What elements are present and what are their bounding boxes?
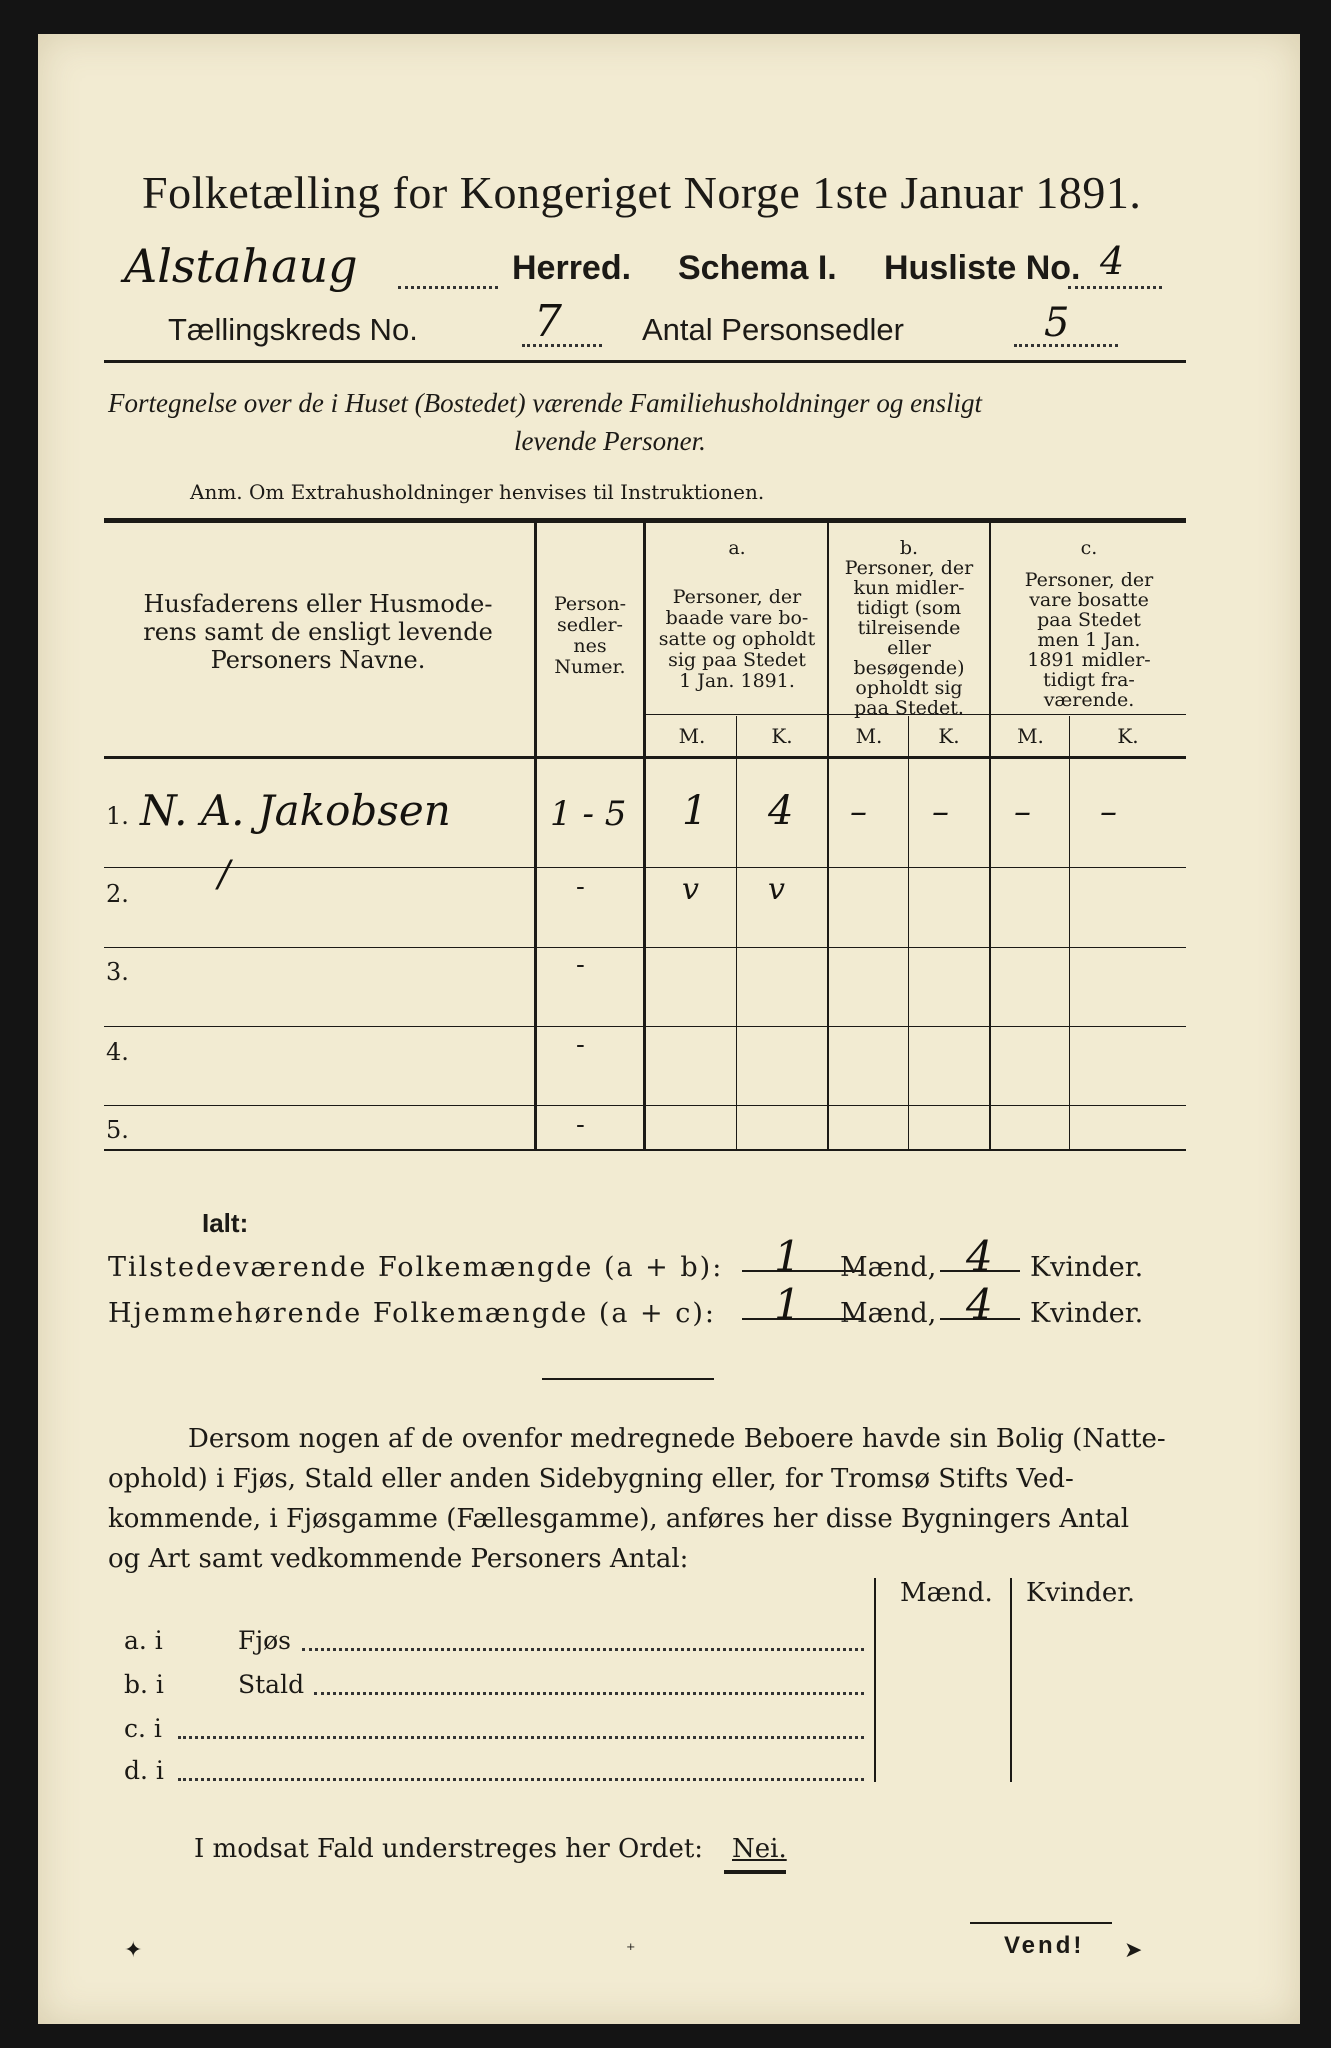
col-c-line: Personer, der [1024, 569, 1154, 591]
col-header-a [648, 538, 826, 692]
name-stroke: / [218, 854, 231, 895]
anm-note: Anm. Om Extrahusholdninger henvises til Instruktionen. [190, 480, 765, 504]
kreds-value: 7 [534, 296, 562, 347]
col-b-m: M. [855, 724, 883, 748]
buildings-divider-1 [874, 1578, 876, 1782]
row-a-m: v [682, 872, 699, 907]
herred-value: Alstahaug [124, 239, 358, 293]
section-divider [542, 1378, 714, 1380]
c-row-dots [178, 1736, 864, 1739]
schema-label: Schema I. [678, 249, 837, 287]
row-sedler: 1 - 5 [550, 794, 627, 834]
stald-row-dots [314, 1692, 864, 1695]
col-c-m: M. [1017, 724, 1044, 748]
col-num-line: nes [573, 635, 607, 657]
col-divider-4 [989, 523, 991, 1149]
row-a-k: v [768, 872, 785, 907]
buildings-para-1: Dersom nogen af de ovenfor medregnede Beboere havde sin Bolig (Natte- [188, 1424, 1166, 1454]
hjemme-label: Hjemmehørende Folkemængde (a + c): [108, 1298, 716, 1329]
buildings-divider-2 [1010, 1578, 1012, 1782]
col-names-line: Personers Navne. [210, 646, 426, 674]
col-b-line: paa Stedet. [854, 697, 964, 719]
col-names-line: rens samt de ensligt levende [143, 618, 493, 646]
d-row-letter: d. i [124, 1756, 164, 1785]
col-divider-1 [534, 523, 537, 1149]
d-row-dots [178, 1778, 864, 1781]
header-rule [104, 360, 1186, 363]
table-bottom-rule [104, 1149, 1186, 1151]
row-number: 2. [106, 880, 129, 908]
vend-rule [970, 1922, 1112, 1924]
row-number: 5. [106, 1116, 129, 1144]
row-c-k: – [1100, 792, 1117, 832]
fjos-row-dots [302, 1648, 864, 1651]
row-a-m: 1 [682, 788, 708, 834]
col-a-line: baade vare bo- [665, 607, 809, 629]
row-sedler: - [576, 1110, 585, 1140]
row-b-k: – [932, 792, 949, 832]
buildings-para-3: kommende, i Fjøsgamme (Fællesgamme), anføres her disse Bygningers Antal [108, 1504, 1130, 1534]
hjemme-m-value: 1 [774, 1280, 801, 1329]
stald-row-letter: b. i [124, 1670, 164, 1699]
census-form-sheet [38, 34, 1300, 2024]
c-row-letter: c. i [124, 1714, 162, 1743]
tilstede-maend: Mænd, [840, 1252, 937, 1283]
husliste-value: 4 [1100, 239, 1125, 283]
vend-label: Vend! [1004, 1932, 1085, 1959]
col-b-line: eller [887, 637, 931, 659]
personsedler-value: 5 [1044, 300, 1070, 346]
husliste-label: Husliste No. [884, 249, 1081, 287]
col-divider-c-mk [1069, 716, 1070, 1149]
col-header-b [830, 538, 988, 718]
tilstede-label: Tilstedeværende Folkemængde (a + b): [108, 1252, 724, 1283]
table-row-name: N. A. Jakobsen [140, 786, 451, 835]
row-rule-2 [104, 947, 1186, 948]
col-c-line: paa Stedet [1037, 609, 1141, 631]
col-header-numer [538, 594, 642, 678]
buildings-para-2: ophold) i Fjøs, Stald eller anden Sidebygning eller, for Tromsø Stifts Ved- [108, 1464, 1074, 1494]
nei-underline [724, 1870, 786, 1874]
row-number: 3. [106, 958, 129, 986]
hjemme-k-value: 4 [966, 1280, 993, 1329]
nei-word: Nei. [732, 1834, 787, 1864]
col-a-m: M. [678, 724, 706, 748]
hjemme-kvinder: Kvinder. [1030, 1298, 1144, 1329]
col-b-line: Personer, der [844, 557, 974, 579]
col-c-line: vare bosatte [1029, 589, 1149, 611]
col-header-names [108, 590, 528, 674]
intro-line-1: Fortegnelse over de i Huset (Bostedet) værende Familiehusholdninger og ensligt [108, 388, 983, 418]
col-names-line: Husfaderens eller Husmode- [143, 590, 493, 618]
hjemme-maend: Mænd, [840, 1298, 937, 1329]
col-c-line: tidigt fra- [1043, 669, 1135, 691]
col-divider-2 [643, 523, 646, 1149]
col-b-line: opholdt sig [855, 677, 963, 699]
col-b-letter: b. [899, 537, 919, 559]
col-a-line: satte og opholdt [658, 628, 816, 650]
col-a-k: K. [771, 724, 793, 748]
tilstede-m-value: 1 [774, 1232, 801, 1281]
col-num-line: Person- [553, 593, 627, 615]
col-divider-a-mk [736, 716, 737, 1149]
col-c-k: K. [1117, 724, 1139, 748]
kreds-label: Tællingskreds No. [168, 312, 418, 347]
personsedler-label: Antal Personsedler [642, 312, 904, 347]
row-a-k: 4 [768, 788, 794, 834]
col-c-line: værende. [1043, 689, 1135, 711]
herred-label: Herred. [512, 249, 632, 287]
col-b-line: kun midler- [853, 577, 965, 599]
col-num-line: Numer. [554, 656, 626, 678]
form-title: Folketælling for Kongeriget Norge 1ste Januar 1891. [142, 167, 1142, 218]
col-a-line: 1 Jan. 1891. [679, 670, 795, 692]
buildings-para-4: og Art samt vedkommende Personers Antal: [108, 1544, 689, 1574]
row-rule-3 [104, 1026, 1186, 1027]
ialt-label: Ialt: [202, 1208, 249, 1238]
row-sedler: - [576, 1030, 585, 1060]
col-c-line: men 1 Jan. [1037, 629, 1141, 651]
col-header-c [992, 538, 1186, 710]
col-b-k: K. [938, 724, 960, 748]
col-a-letter: a. [728, 537, 746, 559]
row-rule-4 [104, 1105, 1186, 1106]
col-c-line: 1891 midler- [1027, 649, 1151, 671]
intro-line-2: levende Personer. [514, 426, 706, 456]
row-b-m: – [850, 792, 867, 832]
stald-row-label: Stald [238, 1670, 305, 1699]
tilstede-k-value: 4 [966, 1232, 993, 1281]
col-c-letter: c. [1080, 537, 1098, 559]
row-c-m: – [1014, 792, 1031, 832]
modsat-text: I modsat Fald understreges her Ordet: [194, 1834, 704, 1864]
row-number: 1. [106, 802, 129, 830]
col-a-line: Personer, der [672, 586, 802, 608]
tilstede-kvinder: Kvinder. [1030, 1252, 1144, 1283]
herred-dots [398, 286, 498, 289]
corner-mark-right: ➤ [1124, 1938, 1143, 1963]
row-rule-1 [104, 867, 1186, 868]
row-number: 4. [106, 1038, 129, 1066]
col-num-line: sedler- [557, 614, 623, 636]
fjos-row-letter: a. i [124, 1626, 163, 1655]
col-a-line: sig paa Stedet [668, 649, 806, 671]
col-b-line: tilreisende [857, 617, 961, 639]
buildings-col-maend: Mænd. [900, 1578, 993, 1608]
husliste-dots [1068, 286, 1162, 289]
corner-mark-center: ⁺ [626, 1940, 636, 1961]
col-b-line: tidigt (som [856, 597, 962, 619]
row-sedler: - [576, 950, 585, 980]
col-divider-3 [827, 523, 829, 1149]
corner-mark-left: ✦ [124, 1938, 143, 1963]
col-b-line: besøgende) [853, 657, 965, 679]
buildings-col-kvinder: Kvinder. [1026, 1578, 1136, 1608]
fjos-row-label: Fjøs [238, 1626, 291, 1655]
col-divider-b-mk [908, 716, 909, 1149]
row-sedler: - [576, 872, 585, 902]
